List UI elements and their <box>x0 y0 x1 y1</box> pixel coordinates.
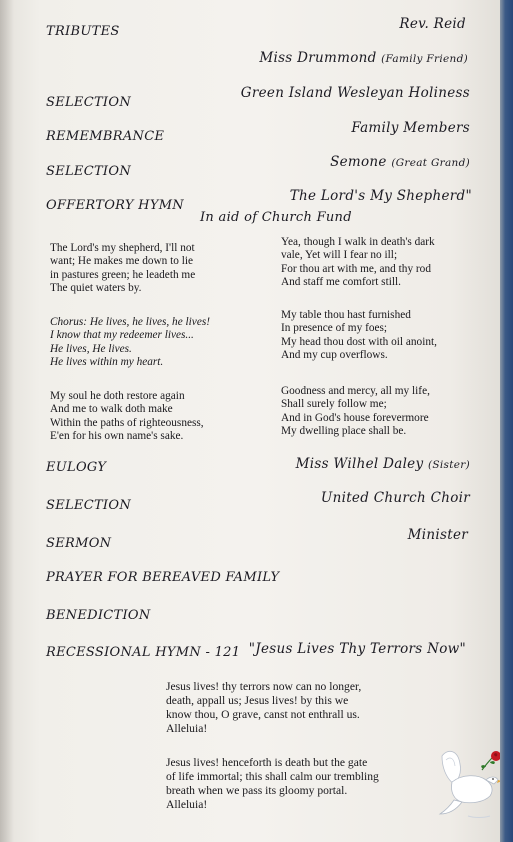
offertory-note: In aid of Church Fund <box>200 210 352 225</box>
detail-selection-3: United Church Choir <box>320 490 470 506</box>
heading-benediction: BENEDICTION <box>46 608 151 623</box>
detail-tributes-friend: Miss Drummond (Family Friend) <box>259 50 468 66</box>
hymn2-verse-1: Jesus lives! thy terrors now can no longer, death, appall us; Jesus lives! by this we know thou, O grave, canst not enthrall us. Alleluia! <box>166 680 362 735</box>
detail-selection-1: Green Island Wesleyan Holiness <box>240 85 470 101</box>
heading-recessional-hymn: RECESSIONAL HYMN - 121 <box>46 645 241 660</box>
heading-selection-3: SELECTION <box>46 498 132 513</box>
dove-with-rose-icon <box>434 744 500 824</box>
detail-tributes: Rev. Reid <box>399 16 466 32</box>
hymn1-left-verse-1: The Lord's my shepherd, I'll not want; He makes me down to lie in pastures green; he leadeth me The quiet waters by. <box>50 242 196 295</box>
heading-offertory-hymn: OFFERTORY HYMN <box>46 198 184 213</box>
hymn1-right-verse-2: My table thou hast furnished In presence of my foes; My head thou dost with oil anoint, And my cup overflows. <box>281 309 437 362</box>
heading-selection-2: SELECTION <box>46 164 132 179</box>
page-fold-shadow <box>0 0 14 842</box>
hymn1-right-verse-1: Yea, though I walk in death's dark vale, Yet will I fear no ill; For thou art with me, and thy rod And staff me comfort still. <box>281 236 435 289</box>
detail-sermon: Minister <box>407 527 468 543</box>
heading-eulogy: EULOGY <box>46 460 107 475</box>
heading-prayer-bereaved-family: PRAYER FOR BEREAVED FAMILY <box>46 570 280 585</box>
heading-sermon: SERMON <box>46 536 112 551</box>
detail-offertory-hymn: The Lord's My Shepherd" <box>289 188 472 204</box>
detail-remembrance: Family Members <box>351 120 470 136</box>
hymn2-verse-2: Jesus lives! henceforth is death but the gate of life immortal; this shall calm our trembling breath when we pass its gloomy portal. Alleluia! <box>166 756 379 811</box>
heading-selection-1: SELECTION <box>46 95 132 110</box>
heading-tributes: TRIBUTES <box>46 24 120 39</box>
detail-selection-2: Semone (Great Grand) <box>330 154 470 170</box>
hymn1-chorus: Chorus: He lives, he lives, he lives! I know that my redeemer lives... He lives, He lives. He lives within my heart. <box>50 316 210 369</box>
detail-recessional-hymn: "Jesus Lives Thy Terrors Now" <box>248 641 466 657</box>
heading-remembrance: REMEMBRANCE <box>46 129 165 144</box>
hymn1-right-verse-3: Goodness and mercy, all my life, Shall surely follow me; And in God's house forevermore My dwelling place shall be. <box>281 385 430 438</box>
binding-edge <box>500 0 513 842</box>
detail-eulogy: Miss Wilhel Daley (Sister) <box>295 456 470 472</box>
hymn1-left-verse-2: My soul he doth restore again And me to walk doth make Within the paths of righteousness, E'en for his own name's sake. <box>50 390 204 443</box>
